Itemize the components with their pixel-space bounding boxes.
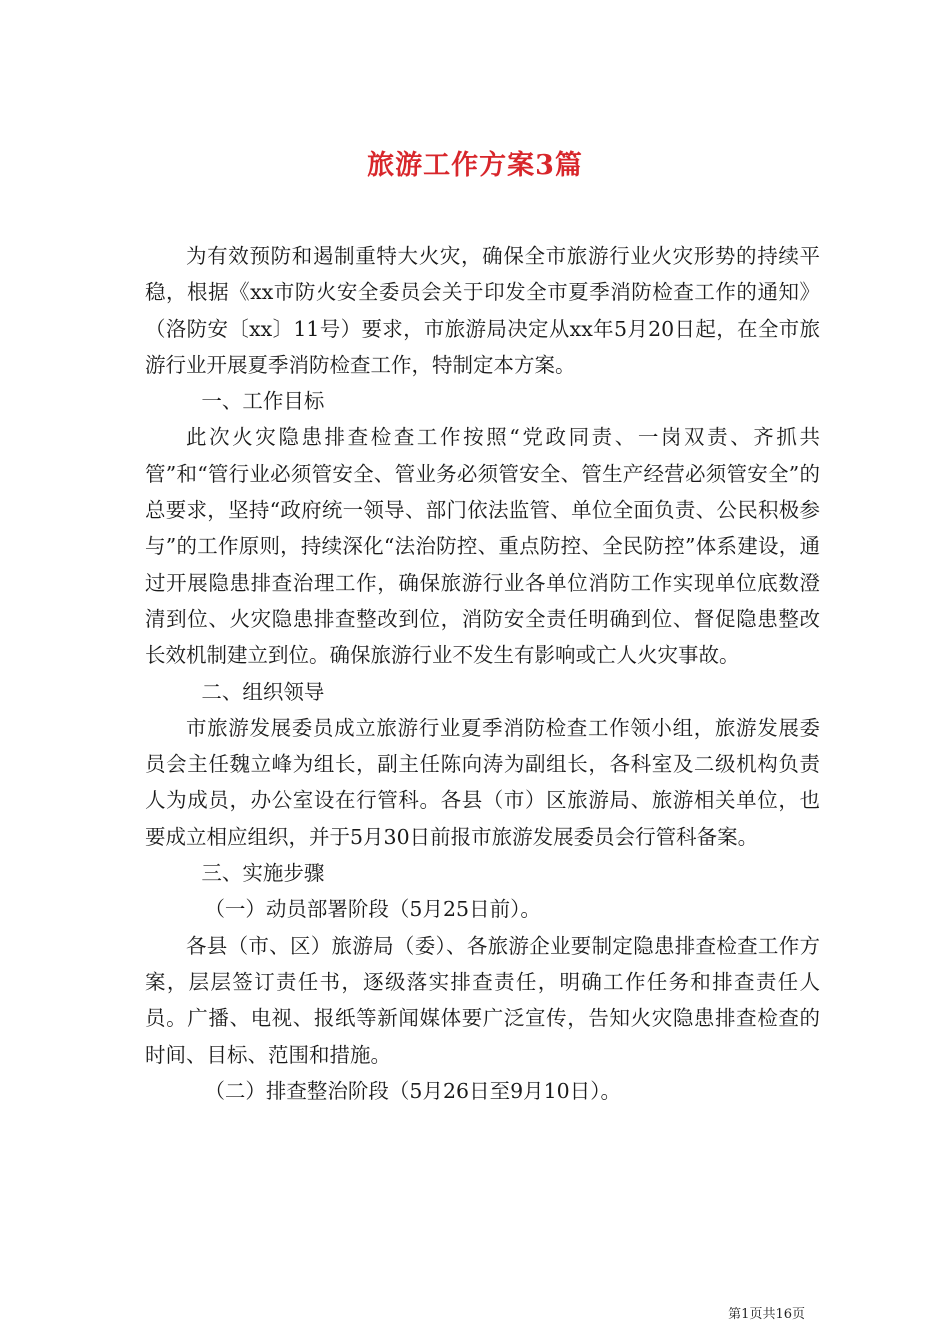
step-heading-mobilization: （一）动员部署阶段（5月25日前）。 <box>204 897 541 922</box>
organization-paragraph: 市旅游发展委员成立旅游行业夏季消防检查工作领小组，旅游发展委员会主任魏立峰为组长，副主任陈向涛为副组长，各科室及二级机构负责人为成员，办公室设在行管科。各县（市）区旅游局、旅游相关单位，也要成立相应组织，并于5月30日前报市旅游发展委员会行管科备案。 <box>145 715 820 849</box>
intro-paragraph: 为有效预防和遏制重特大火灾，确保全市旅游行业火灾形势的持续平稳，根据《xx市防火安全委员会关于印发全市夏季消防检查工作的通知》（洛防安〔xx〕11号）要求，市旅游局决定从xx年5月20日起，在全市旅游行业开展夏季消防检查工作，特制定本方案。 <box>145 244 820 377</box>
section-heading-organization: 二、组织领导 <box>201 679 325 704</box>
document-body <box>145 238 820 1109</box>
mobilization-paragraph: 各县（市、区）旅游局（委）、各旅游企业要制定隐患排查检查工作方案，层层签订责任书，逐级落实排查责任，明确工作任务和排查责任人员。广播、电视、报纸等新闻媒体要广泛宣传，告知火灾隐患排查检查的时间、目标、范围和措施。 <box>145 933 820 1067</box>
step-heading-rectification: （二）排查整治阶段（5月26日至9月10日）。 <box>204 1078 621 1103</box>
goals-paragraph: 此次火灾隐患排查检查工作按照“党政同责、一岗双责、齐抓共管”和“管行业必须管安全、管业务必须管安全、管生产经营必须管安全”的总要求，坚持“政府统一领导、部门依法监管、单位全面负责、公民积极参与”的工作原则，持续深化“法治防控、重点防控、全民防控”体系建设，通过开展隐患排查治理工作，确保旅游行业各单位消防工作实现单位底数澄清到位、火灾隐患排查整改到位，消防安全责任明确到位、督促隐患整改长效机制建立到位。确保旅游行业不发生有影响或亡人火灾事故。 <box>145 425 820 668</box>
section-heading-steps: 三、实施步骤 <box>201 861 325 886</box>
section-heading-goals: 一、工作目标 <box>201 389 325 414</box>
page-footer <box>728 1306 805 1324</box>
page-title: 旅游工作方案3篇 <box>367 150 583 182</box>
page-number: 第1页共16页 <box>728 1307 805 1322</box>
